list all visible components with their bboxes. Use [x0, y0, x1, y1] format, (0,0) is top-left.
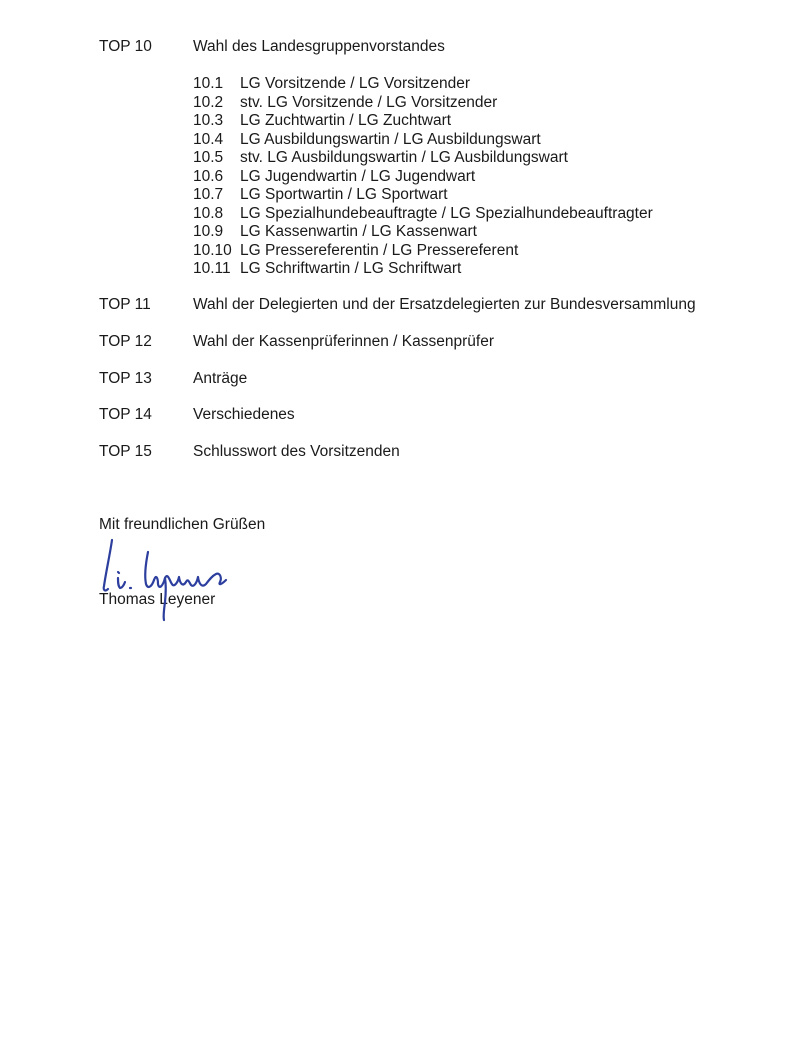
sub-item-number: 10.10 [193, 241, 232, 259]
list-item [193, 205, 653, 224]
sub-item-number: 10.6 [193, 167, 224, 185]
agenda-top-10-sublist [193, 75, 653, 279]
agenda-top-10 [99, 38, 445, 56]
sub-item-number: 10.11 [193, 260, 231, 277]
handwritten-signature [96, 532, 266, 622]
sub-item-number: 10.2 [193, 93, 224, 111]
agenda-top-14 [99, 406, 295, 424]
sub-item-text: LG Jugendwartin / LG Jugendwart [240, 167, 476, 185]
list-item [193, 75, 653, 94]
sub-item-number: 10.9 [193, 223, 224, 240]
list-item [193, 242, 653, 261]
agenda-top-text: Schlusswort des Vorsitzenden [193, 443, 400, 460]
agenda-top-label: TOP 14 [99, 406, 152, 423]
agenda-top-label: TOP 15 [99, 443, 152, 460]
agenda-top-text: Verschiedenes [193, 406, 295, 423]
agenda-top-11 [99, 296, 696, 314]
list-item [193, 186, 653, 205]
agenda-top-label: TOP 13 [99, 370, 152, 387]
list-item [193, 168, 653, 187]
list-item [193, 260, 653, 279]
sub-item-text: stv. LG Vorsitzende / LG Vorsitzender [240, 93, 498, 111]
signer-name: Thomas Leyener [99, 591, 216, 608]
agenda-top-text: Wahl der Kassenprüferinnen / Kassenprüfer [193, 333, 494, 350]
agenda-top-text: Wahl des Landesgruppenvorstandes [193, 38, 445, 55]
sub-item-number: 10.4 [193, 130, 224, 148]
list-item [193, 149, 653, 168]
list-item [193, 223, 653, 242]
sub-item-text: LG Zuchtwartin / LG Zuchtwart [240, 112, 452, 129]
agenda-top-12 [99, 333, 494, 351]
closing-greeting: Mit freundlichen Grüßen [99, 516, 266, 533]
agenda-top-text: Wahl der Delegierten und der Ersatzdelegierten zur Bundesversammlung [193, 296, 696, 313]
agenda-top-label: TOP 12 [99, 333, 152, 350]
agenda-top-label: TOP 11 [99, 296, 151, 313]
sub-item-number: 10.1 [193, 75, 224, 92]
sub-item-number: 10.5 [193, 149, 224, 166]
sub-item-text: LG Spezialhundebeauftragte / LG Spezialhundebeauftragter [240, 204, 653, 222]
sub-item-text: LG Sportwartin / LG Sportwart [240, 186, 448, 203]
sub-item-text: stv. LG Ausbildungswartin / LG Ausbildungswart [240, 149, 568, 166]
list-item [193, 112, 653, 131]
sub-item-text: LG Ausbildungswartin / LG Ausbildungswart [240, 130, 541, 148]
sub-item-text: LG Schriftwartin / LG Schriftwart [240, 260, 462, 277]
sub-item-number: 10.8 [193, 204, 224, 222]
list-item [193, 94, 653, 113]
agenda-top-label: TOP 10 [99, 38, 152, 55]
agenda-top-text: Anträge [193, 370, 248, 387]
list-item [193, 131, 653, 150]
sub-item-text: LG Kassenwartin / LG Kassenwart [240, 223, 477, 240]
agenda-top-15 [99, 443, 400, 461]
agenda-top-13 [99, 370, 247, 388]
sub-item-number: 10.7 [193, 186, 224, 203]
sub-item-number: 10.3 [193, 112, 224, 129]
sub-item-text: LG Pressereferentin / LG Pressereferent [240, 241, 519, 259]
sub-item-text: LG Vorsitzende / LG Vorsitzender [240, 75, 471, 92]
